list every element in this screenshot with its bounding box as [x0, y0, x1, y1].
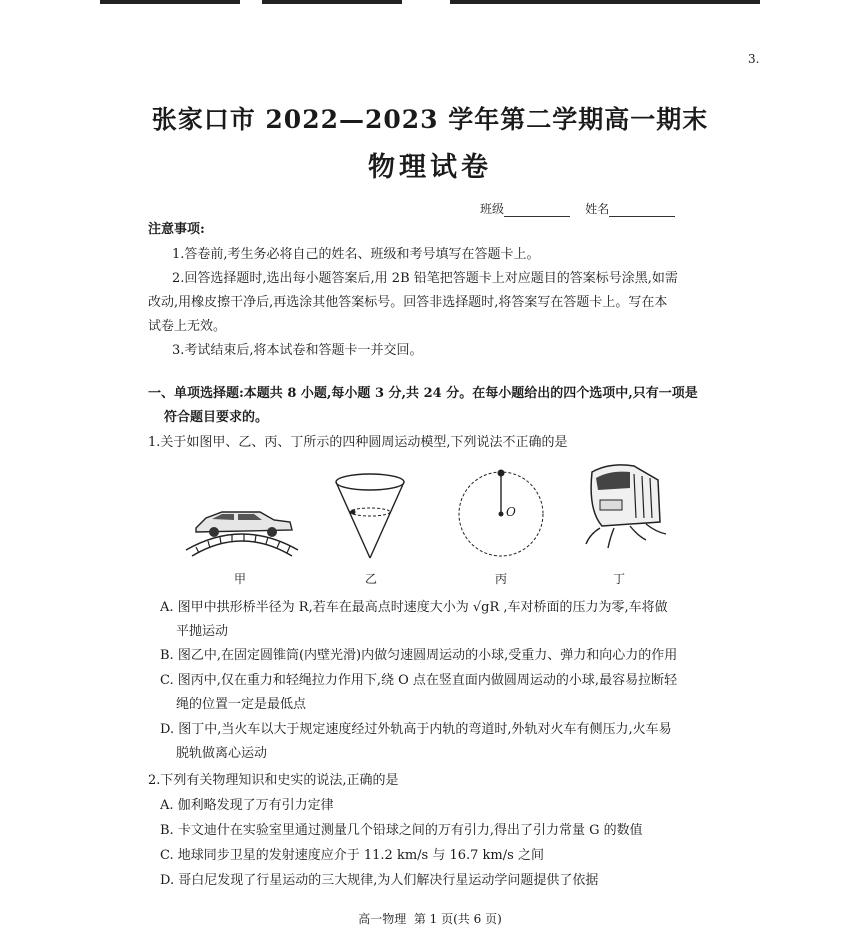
q1-option-c-cont: 绳的位置一定是最低点: [176, 697, 307, 712]
q1-stem: 1.关于如图甲、乙、丙、丁所示的四种圆周运动模型,下列说法不正确的是: [148, 435, 568, 450]
notice-heading: 注意事项:: [148, 222, 205, 237]
section-1-heading: 一、单项选择题:本题共 8 小题,每小题 3 分,共 24 分。在每小题给出的四个选项中,只有一项是: [148, 386, 698, 401]
class-label: 班级: [480, 202, 505, 216]
q2-option-a: A. 伽利略发现了万有引力定律: [160, 798, 334, 813]
figure-label-jia: 甲: [234, 572, 247, 586]
q2-option-b: B. 卡文迪什在实验室里通过测量几个铅球之间的万有引力,得出了引力常量 G 的数值: [160, 823, 643, 838]
page-title: 张家口市 2022—2023 学年第二学期高一期末: [151, 105, 709, 134]
scan-edge-right: [450, 0, 760, 4]
q1-option-d-cont: 脱轨做离心运动: [176, 746, 268, 761]
q1-option-d: D. 图丁中,当火车以大于规定速度经过外轨高于内轨的弯道时,外轨对火车有侧压力,火车易: [160, 722, 672, 737]
notice-item-2: 2.回答选择题时,选出每小题答案后,用 2B 铅笔把答题卡上对应题目的答案标号涂黑,如需: [172, 271, 678, 286]
student-info: [480, 200, 675, 217]
q2-option-d: D. 哥白尼发现了行星运动的三大规律,为人们解决行星运动学问题提供了依据: [160, 873, 599, 888]
q2-stem: 2.下列有关物理知识和史实的说法,正确的是: [148, 773, 399, 788]
figure-label-yi: 乙: [365, 572, 378, 586]
point-o-label: O: [506, 505, 516, 519]
notice-item-3: 3.考试结束后,将本试卷和答题卡一并交回。: [172, 343, 423, 358]
corner-mark: 3.: [748, 52, 760, 66]
figure-ding-train: [580, 460, 670, 550]
name-label: 姓名: [585, 202, 610, 216]
figure-bing-vertical-circle: [455, 468, 547, 560]
notice-item-1: 1.答卷前,考生务必将自己的姓名、班级和考号填写在答题卡上。: [172, 247, 540, 262]
figure-label-bing: 丙: [495, 572, 508, 586]
page-footer: 高一物理 第 1 页(共 6 页): [358, 912, 502, 926]
scan-edge-left: [100, 0, 240, 4]
q1-option-b: B. 图乙中,在固定圆锥筒(内壁光滑)内做匀速圆周运动的小球,受重力、弹力和向心力的作用: [160, 648, 678, 663]
q1-option-a: A. 图甲中拱形桥半径为 R,若车在最高点时速度大小为 √gR ,车对桥面的压力为零,车将做: [160, 600, 668, 615]
page-subtitle: 物理试卷: [368, 152, 492, 183]
figure-yi-cone: [330, 470, 410, 562]
figure-label-ding: 丁: [613, 572, 626, 586]
q1-option-c: C. 图丙中,仅在重力和轻绳拉力作用下,绕 O 点在竖直面内做圆周运动的小球,最容易拉断轻: [160, 673, 678, 688]
name-blank[interactable]: [609, 204, 675, 217]
q2-option-c: C. 地球同步卫星的发射速度应介于 11.2 km/s 与 16.7 km/s 之间: [160, 848, 544, 863]
scan-edge-mid: [262, 0, 402, 4]
section-1-heading-cont: 符合题目要求的。: [164, 410, 269, 425]
figure-jia-car-bridge: [182, 488, 302, 558]
class-blank[interactable]: [504, 204, 570, 217]
q1-option-a-cont: 平抛运动: [176, 624, 229, 639]
notice-item-2-end: 试卷上无效。: [148, 319, 227, 334]
notice-item-2-cont: 改动,用橡皮擦干净后,再选涂其他答案标号。回答非选择题时,将答案写在答题卡上。写在本: [148, 295, 668, 310]
